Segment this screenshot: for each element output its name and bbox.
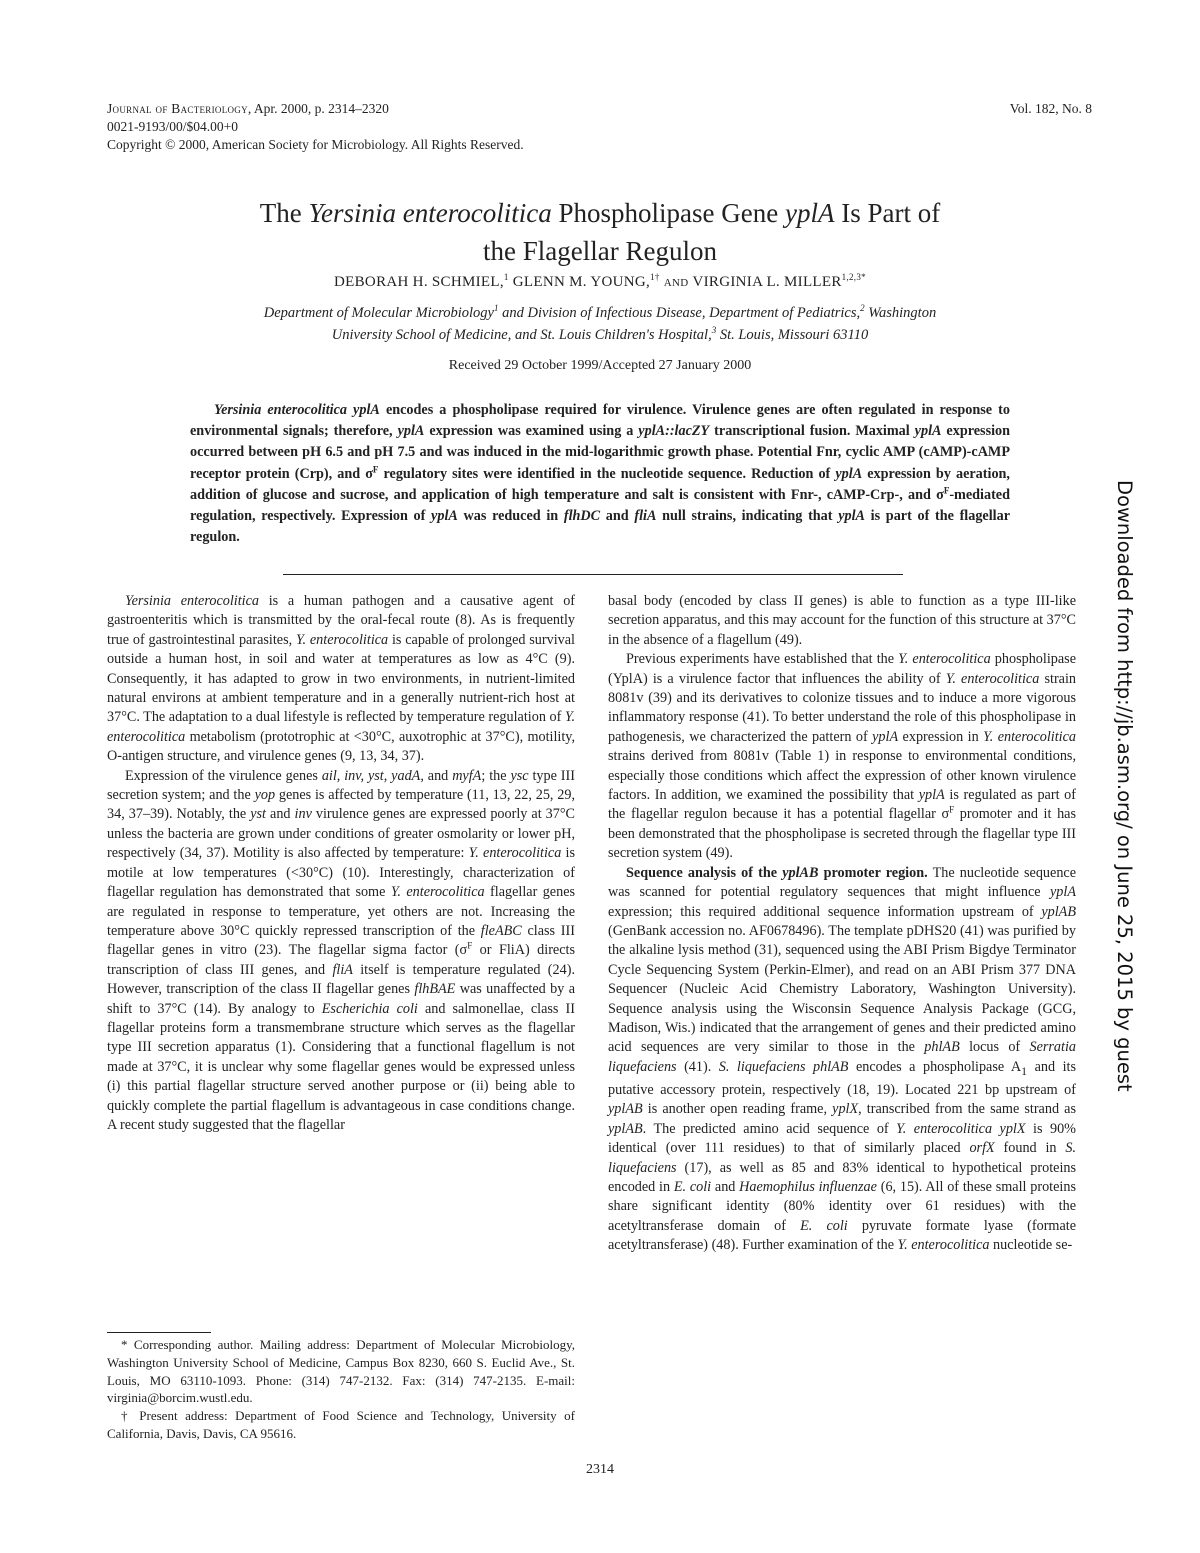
- article-title: The Yersinia enterocolitica Phospholipase Gene yplA Is Part of the Flagellar Regulon: [259, 198, 941, 266]
- author-3: VIRGINIA L. MILLER: [692, 274, 842, 290]
- title-line2: the Flagellar Regulon: [483, 236, 717, 266]
- received-dates: Received 29 October 1999/Accepted 27 January 2000: [448, 358, 752, 373]
- left-column: [107, 592, 575, 1135]
- paragraph-intro-1: Yersinia enterocolitica is a human pathogen and a causative agent of gastroenteritis which is transmitted by the oral-fecal route (8). As is frequently true of gastrointestinal parasites, Y. enterocolitica is capable of prolonged survival outside a human host, in soil and water at temperatures as low as 4°C (9). Consequently, it has adapted to grow in two environments, in nutrient-limited natural environs at ambient temperature and in a generally nutrient-rich host at 37°C. The adaptation to a dual lifestyle is reflected by temperature regulation of Y. enterocolitica metabolism (prototrophic at <30°C, auxotrophic at 37°C), motility, O-antigen structure, and virulence genes (9, 13, 34, 37).: [107, 593, 576, 765]
- abstract-divider: [283, 574, 903, 575]
- paragraph-sequence-analysis: Sequence analysis of the yplAB promoter region. The nucleotide sequence was scanned for potential regulatory sequences that might influence yplA expression; this required additional sequence information upstream of yplAB (GenBank accession no. AF0678496). The template pDHS20 (41) was purified by the alkaline lysis method (31), sequenced using the ABI Prism Bigdye Terminator Cycle Sequencing System (Perkin-Elmer), and read on an ABI Prism 377 DNA Sequencer (Nucleic Acid Chemistry Laboratory, Washington University). Sequence analysis using the Wisconsin Sequence Analysis Package (GCG, Madison, Wis.) indicated that the arrangement of genes and their predicted amino acid sequences are very similar to those in the phlAB locus of Serratia liquefaciens (41). S. liquefaciens phlAB encodes a phospholipase $A_1$ and its putative accessory protein, respectively (18, 19). Located 221 bp upstream of yplAB is another open reading frame, yplX, transcribed from the same strand as yplAB. The predicted amino acid sequence of Y. enterocolitica yplX is 90% identical (over 111 residues) to that of similarly placed orfX found in S. liquefaciens (17), as well as 85 and 83% identical to hypothetical proteins encoded in E. coli and Haemophilus influenzae (6, 15). All of these small proteins share significant identity (80% identity over 61 residues) with the acetyltransferase domain of E. coli pyruvate formate lyase (formate acetyltransferase) (48). Further examination of the Y. enterocolitica nucleotide se-: [608, 864, 1077, 1254]
- author-list: DEBORAH H. SCHMIEL,$^1$ GLENN M. YOUNG,$^{1\dagger}$ and VIRGINIA L. $MILLER^{1,2,3*}$: [334, 272, 866, 290]
- download-watermark-text[interactable]: Downloaded from http://jb.asm.org/ on June 25, 2015 by guest: [1113, 480, 1136, 1092]
- download-watermark: [1112, 480, 1142, 1092]
- issn: 0021-9193/00/$04.00+0: [107, 119, 238, 134]
- page-number: 2314: [586, 1462, 614, 1477]
- section-heading: Sequence analysis of the yplAB promoter region.: [626, 864, 928, 881]
- footnotes: [107, 1336, 575, 1443]
- footnote-present-address: † Present address: Department of Food Science and Technology, University of California, Davis, Davis, CA 95616.: [107, 1408, 575, 1441]
- paragraph-intro-2: Expression of the virulence genes ail, inv, yst, yadA, and myfA; the ysc type III secretion system; and the yop genes is affected by temperature (11, 13, 22, 25, 29, 34, 37–39). Notably, the yst and inv virulence genes are expressed poorly at 37°C unless the bacteria are grown under conditions of greater osmolarity or lower pH, respectively (34, 37). Motility is also affected by temperature: Y. enterocolitica is motile at low temperatures (<30°C) (10). Interestingly, characterization of flagellar regulation has demonstrated that some Y. enterocolitica flagellar genes are regulated in response to temperature, yet others are not. Increasing the temperature above 30°C quickly repressed transcription of the fleABC class III flagellar genes in vitro (23). The flagellar sigma factor ($\sigma^F$ or FliA) directs transcription of class III genes, and fliA itself is temperature regulated (24). However, transcription of the class II flagellar genes flhBAE was unaffected by a shift to 37°C (14). By analogy to Escherichia coli and salmonellae, class II flagellar proteins form a transmembrane structure which serves as the flagellar type III secretion apparatus (1). Considering that a functional flagellum is not made at 37°C, it is unclear why some flagellar genes would be expressed unless (i) this partial flagellar structure served another purpose or (ii) being able to quickly complete the partial flagellum is advantageous in case conditions change. A recent study suggested that the flagellar: [107, 767, 576, 1133]
- footnote-corresponding: * Corresponding author. Mailing address: Department of Molecular Microbiology, Washington University School of Medicine, Campus Box 8230, 660 S. Euclid Ave., St. Louis, MO 63110-1093. Phone: (314) 747-2132. Fax: (314) 747-2135. E-mail: virginia@borcim.wustl.edu.: [107, 1337, 575, 1406]
- journal-name: Journal of Bacteriology: [107, 101, 248, 116]
- title-gene: yplA: [784, 198, 835, 228]
- journal-header: [107, 100, 389, 118]
- author-2: GLENN M. YOUNG,: [508, 274, 651, 290]
- right-column: [608, 592, 1076, 1256]
- abstract: Yersinia enterocolitica yplA encodes a phospholipase required for virulence. Virulence genes are often regulated in response to environmental signals; therefore, yplA expression was examined using a yplA::lacZY transcriptional fusion. Maximal yplA expression occurred between pH 6.5 and pH 7.5 and was induced in the mid-logarithmic growth phase. Potential Fnr, cyclic AMP (cAMP)-cAMP receptor protein (Crp), and $\sigma^F$ regulatory sites were identified in the nucleotide sequence. Reduction of yplA expression by aeration, addition of glucose and sucrose, and application of high temperature and salt is consistent with Fnr-, cAMP-Crp-, and $\sigma^F$-mediated regulation, respectively. Expression of yplA was reduced in flhDC and fliA null strains, indicating that yplA is part of the flagellar regulon.: [190, 402, 1011, 546]
- footnote-divider: [107, 1332, 211, 1333]
- volume-info: Vol. 182, No. 8: [1009, 101, 1092, 116]
- affiliation: Department of Molecular Microbiology$^1$ and Division of Infectious Disease, Department of Pediatrics,$^2$ Washington University School of Medicine, and St. Louis Children's Hospital,$^3$ St. Louis, Missouri 63110: [263, 303, 937, 343]
- author-1: DEBORAH H. SCHMIEL,: [334, 274, 504, 290]
- copyright: Copyright © 2000, American Society for Microbiology. All Rights Reserved.: [107, 137, 524, 152]
- citation: , Apr. 2000, p. 2314–2320: [247, 101, 389, 116]
- paragraph-continued: basal body (encoded by class II genes) is able to function as a type III-like secretion apparatus, and this may account for the function of this structure at 37°C in the absence of a flagellum (49).: [608, 593, 1076, 648]
- title-species: Yersinia enterocolitica: [308, 198, 552, 228]
- paragraph-previous-experiments: Previous experiments have established that the Y. enterocolitica phospholipase (YplA) is a virulence factor that influences the ability of Y. enterocolitica strain 8081v (39) and its derivatives to colonize tissues and to induce a more vigorous inflammatory response (41). To better understand the role of this phospholipase in pathogenesis, we characterized the pattern of yplA expression in Y. enterocolitica strains derived from 8081v (Table 1) in response to environmental conditions, especially those conditions which affect the expression of other known virulence factors. In addition, we examined the possibility that yplA is regulated as part of the flagellar regulon because it has a potential flagellar $\sigma^F$ promoter and it has been demonstrated that the phospholipase is secreted through the flagellar type III secretion system (49).: [608, 651, 1077, 862]
